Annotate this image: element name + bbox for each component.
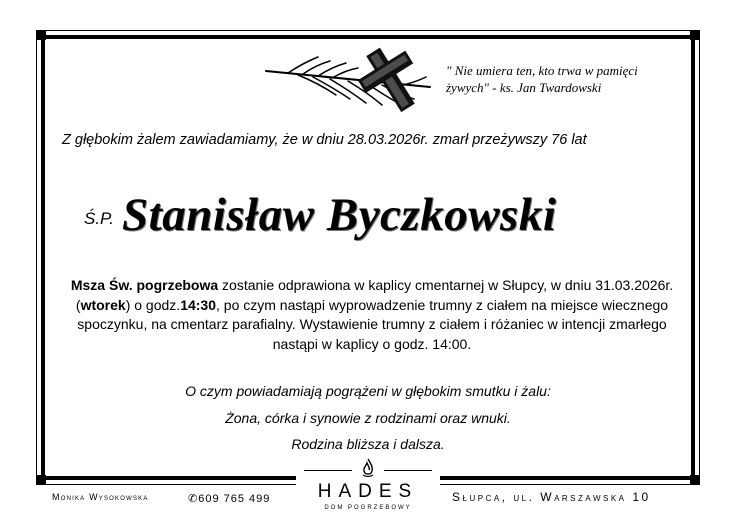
- family-line: Żona, córka i synowie z rodzinami oraz wnuki.: [225, 410, 511, 426]
- name-prefix: Ś.P.: [84, 209, 114, 228]
- details-text: , po czym nastąpi wyprowadzenie trumny z ciałem na miejsce wiecznego spoczynku, na cmentarz parafialny. Wystawienie trumny z ciałem i różaniec w intencji zmarłego nastąpi w kaplicy o godz. 14:00.: [77, 296, 669, 352]
- corner-ornament: [690, 475, 700, 485]
- logo-rule: [384, 470, 432, 471]
- relatives-line: Rodzina bliższa i dalsza.: [291, 436, 445, 452]
- quote-line: żywych" - ks. Jan Twardowski: [446, 80, 602, 95]
- ceremony-day: wtorek: [80, 296, 126, 313]
- contact-phone: ✆609 765 499: [188, 493, 271, 505]
- corner-ornament: [36, 30, 46, 40]
- details-text: ) o godz.: [125, 296, 181, 313]
- address: Słupca, ul. Warszawska 10: [452, 490, 651, 504]
- quote-line: " Nie umiera ten, kto trwa w pamięci: [446, 63, 638, 78]
- logo-rule: [304, 470, 352, 471]
- details-text: zostanie odprawiona w kaplicy cmentarnej w Słupcy, w dniu 31.03.2026r. (: [75, 277, 674, 313]
- quote: [446, 62, 696, 96]
- flame-icon: [360, 458, 376, 478]
- logo-name: HADES: [317, 481, 419, 502]
- corner-ornament: [690, 30, 700, 40]
- corner-ornament: [36, 475, 46, 485]
- funeral-home-logo: [296, 452, 440, 516]
- announcement-intro: Z głębokim żalem zawiadamiamy, że w dniu 28.03.2026r. zmarł przeżywszy 76 lat: [62, 132, 587, 148]
- closing-line: O czym powiadamiają pogrążeni w głębokim smutku i żalu:: [185, 383, 551, 399]
- ceremony-details: [55, 276, 689, 354]
- mass-label: Msza Św. pogrzebowa: [70, 277, 219, 293]
- ceremony-time: 14:30: [180, 296, 216, 313]
- logo-subtitle: DOM POGRZEBOWY: [324, 505, 412, 511]
- cross-with-palm-icon: [258, 43, 438, 115]
- deceased-name: Stanisław Byczkowski: [122, 189, 557, 241]
- contact-name: Monika Wysokowska: [52, 492, 149, 502]
